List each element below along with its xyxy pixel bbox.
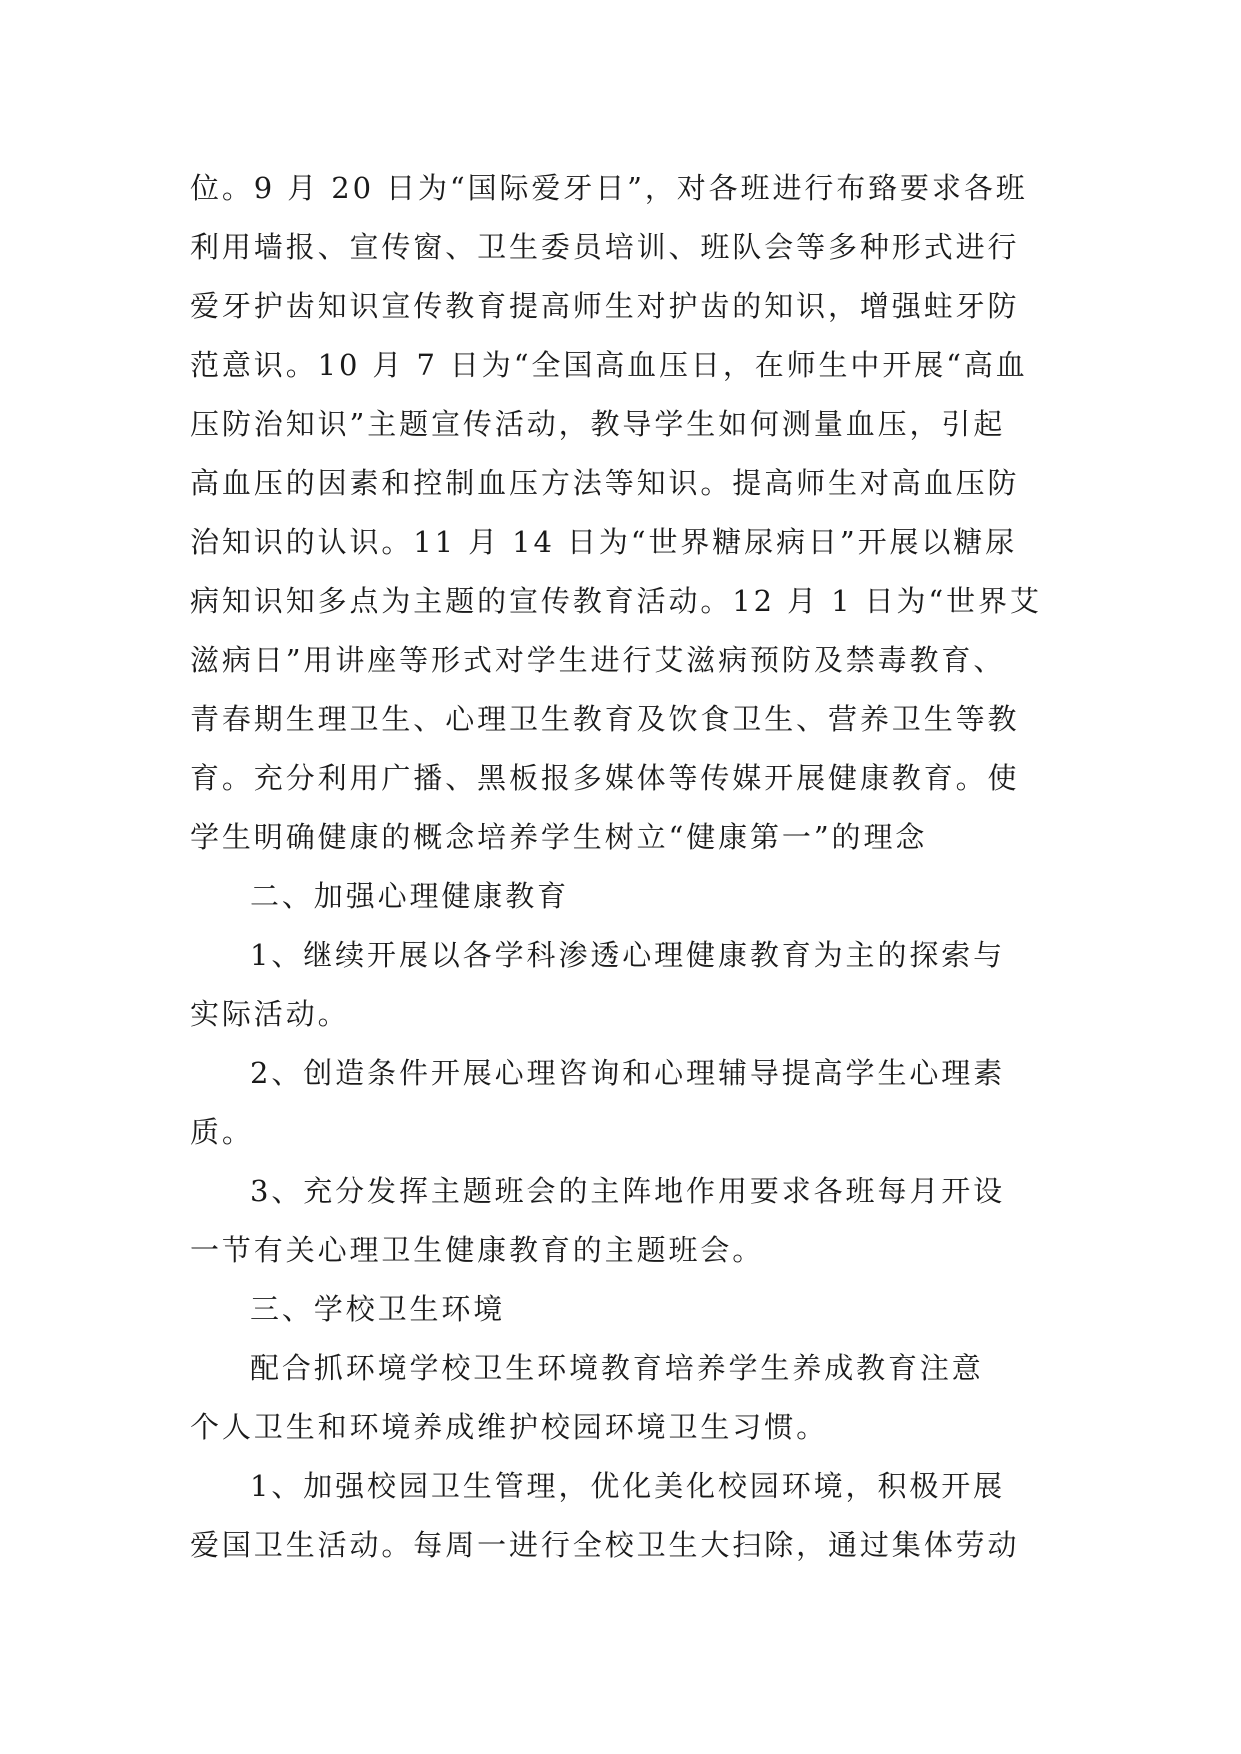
body-text-line: 学生明确健康的概念培养学生树立“健康第一”的理念 [190,820,928,854]
list-item-text: 实际活动。 [190,997,350,1031]
body-text-line: 滋病日”用讲座等形式对学生进行艾滋病预防及禁毒教育、 [190,643,1006,677]
list-item-text: 2、创造条件开展心理咨询和心理辅导提高学生心理素 [250,1056,1006,1090]
body-text-line: 病知识知多点为主题的宣传教育活动。12 月 1 日为“世界艾 [190,584,1042,618]
list-item-text: 1、加强校园卫生管理，优化美化校园环境，积极开展 [250,1469,1006,1503]
body-text-line: 位。9 月 20 日为“国际爱牙日”，对各班进行布臵要求各班 [190,171,1028,205]
list-item-text: 3、充分发挥主题班会的主阵地作用要求各班每月开设 [250,1174,1006,1208]
body-text-line: 个人卫生和环境养成维护校园环境卫生习惯。 [190,1410,829,1444]
body-text-line: 配合抓环境学校卫生环境教育培养学生养成教育注意 [250,1351,984,1385]
list-item-text: 爱国卫生活动。每周一进行全校卫生大扫除，通过集体劳动 [190,1528,1020,1562]
list-item-text: 一节有关心理卫生健康教育的主题班会。 [190,1233,765,1267]
section-heading: 二、加强心理健康教育 [250,879,570,913]
body-text-line: 利用墙报、宣传窗、卫生委员培训、班队会等多种形式进行 [190,230,1020,264]
body-text-line: 治知识的认识。11 月 14 日为“世界糖尿病日”开展以糖尿 [190,525,1018,559]
body-text-line: 育。充分利用广播、黑板报多媒体等传媒开展健康教育。使 [190,761,1020,795]
body-text-line: 青春期生理卫生、心理卫生教育及饮食卫生、营养卫生等教 [190,702,1020,736]
body-text-line: 压防治知识”主题宣传活动，教导学生如何测量血压，引起 [190,407,1006,441]
list-item-text: 质。 [190,1115,254,1149]
body-text-line: 范意识。10 月 7 日为“全国高血压日，在师生中开展“高血 [190,348,1028,382]
list-item-text: 1、继续开展以各学科渗透心理健康教育为主的探索与 [250,938,1006,972]
body-text-line: 高血压的因素和控制血压方法等知识。提高师生对高血压防 [190,466,1020,500]
section-heading: 三、学校卫生环境 [250,1292,506,1326]
body-text-line: 爱牙护齿知识宣传教育提高师生对护齿的知识，增强蛀牙防 [190,289,1020,323]
